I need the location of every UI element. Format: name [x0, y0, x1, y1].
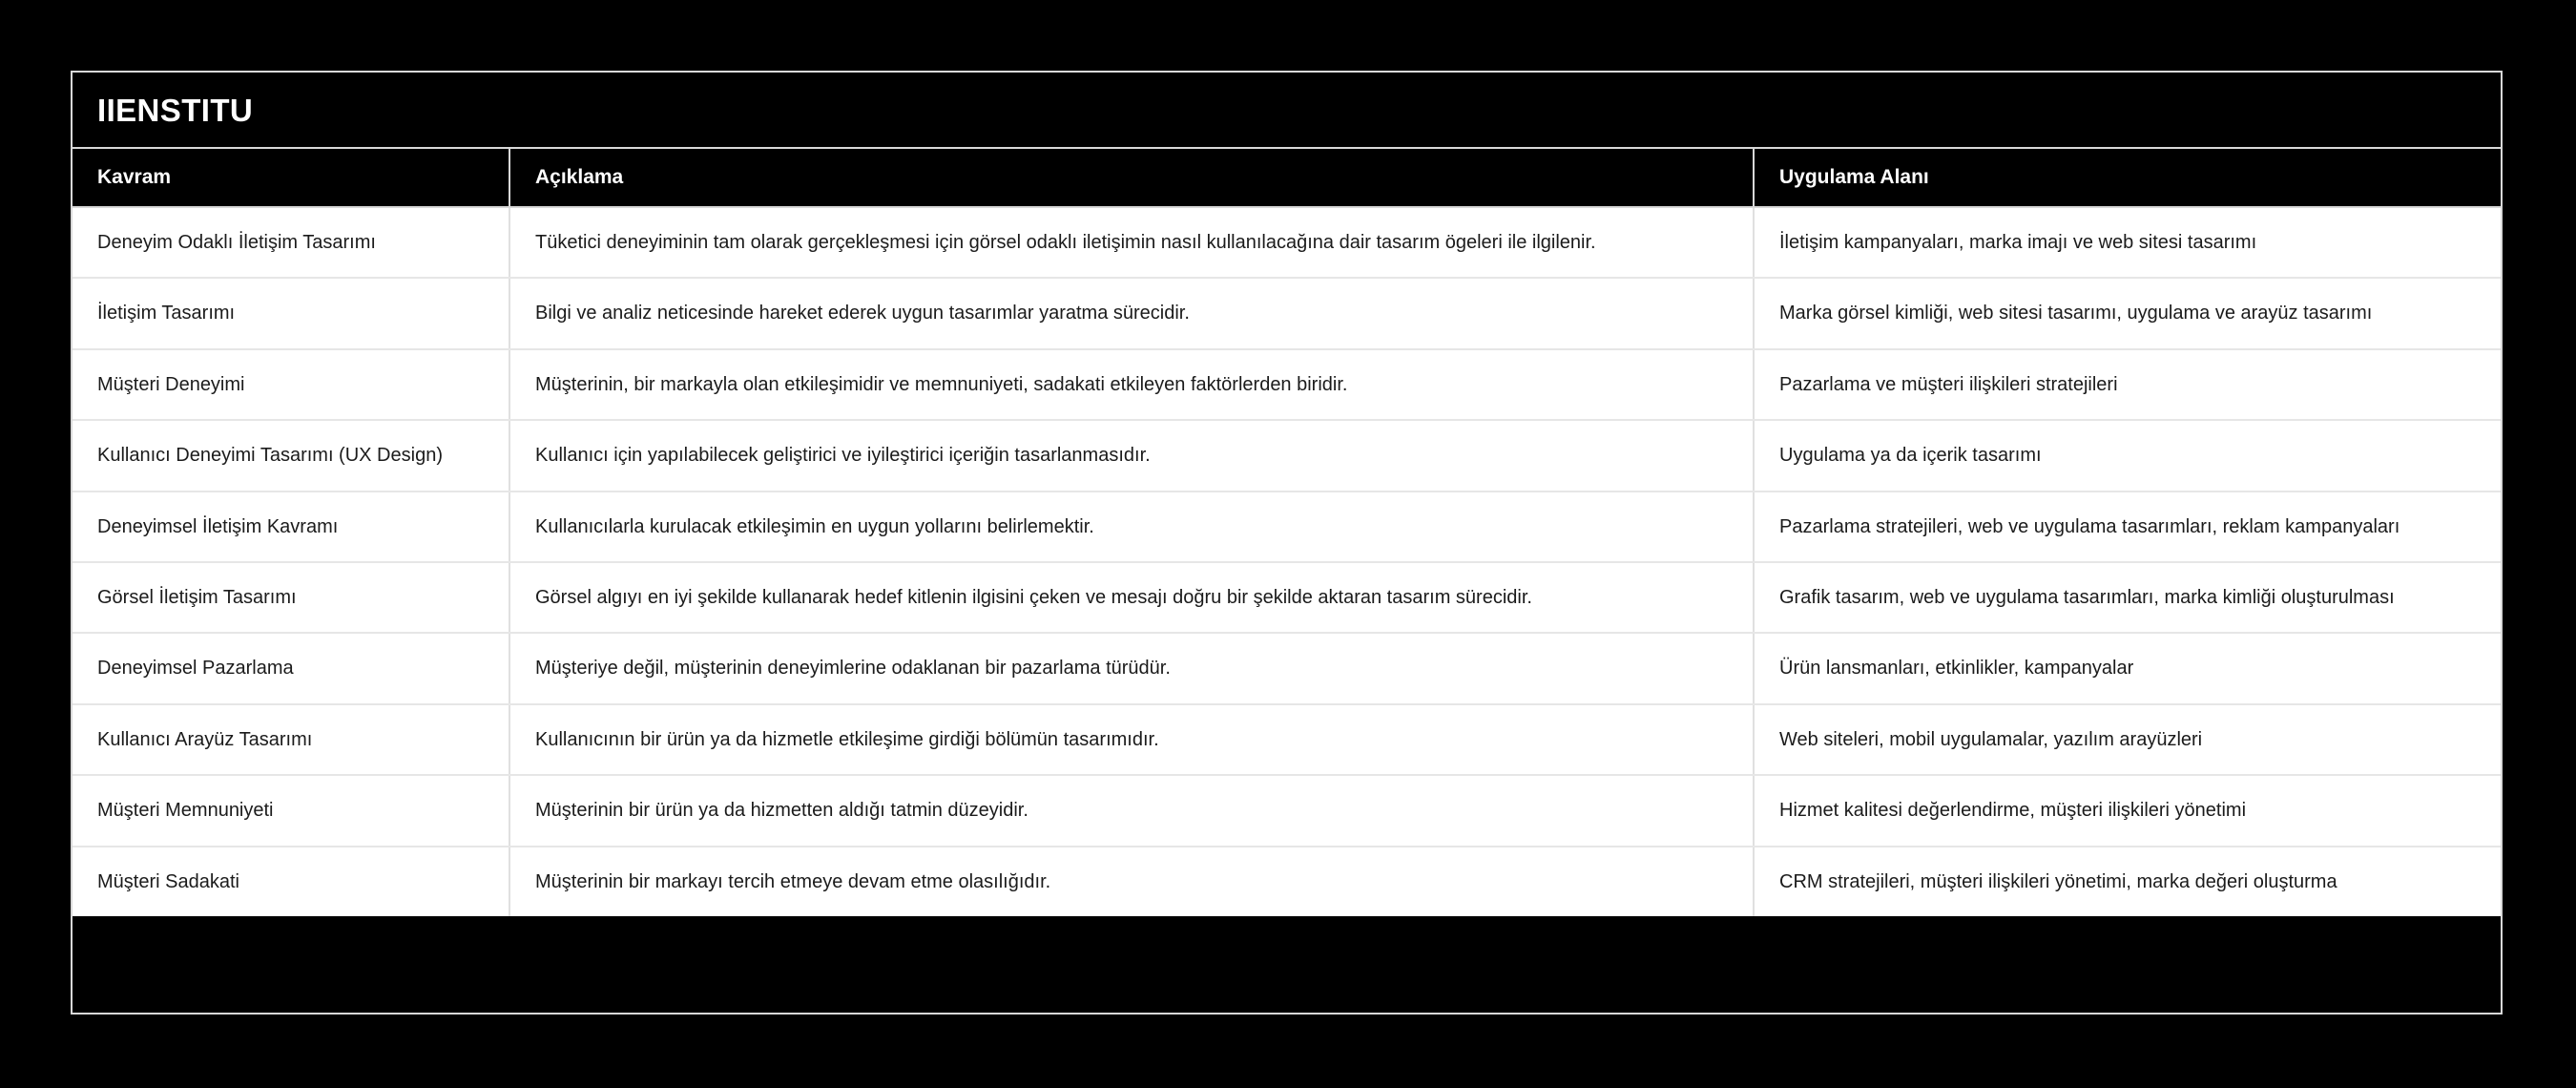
table-row	[73, 847, 2501, 916]
cell-aciklama-text: Kullanıcının bir ürün ya da hizmetle etkileşime girdiği bölümün tasarımıdır.	[535, 728, 1159, 750]
cell-kavram	[73, 208, 509, 277]
column-header-aciklama: Açıklama	[509, 149, 1753, 206]
cell-kavram	[73, 563, 509, 632]
table-row	[73, 492, 2501, 563]
cell-kavram-text: Deneyim Odaklı İletişim Tasarımı	[97, 232, 376, 253]
cell-uygulama-alani-text: Hizmet kalitesi değerlendirme, müşteri ilişkileri yönetimi	[1779, 800, 2247, 822]
cell-uygulama-alani	[1753, 492, 2501, 561]
table-header-row	[73, 149, 2501, 208]
cell-kavram	[73, 776, 509, 845]
cell-uygulama-alani	[1753, 705, 2501, 774]
table-row	[73, 350, 2501, 421]
cell-aciklama-text: Müşterinin, bir markayla olan etkileşimidir ve memnuniyeti, sadakati etkileyen faktörlerden biridir.	[535, 373, 1348, 395]
cell-aciklama-text: Tüketici deneyiminin tam olarak gerçekleşmesi için görsel odaklı iletişimin nasıl kullanılacağına dair tasarım ögeleri ile ilgilenir.	[535, 232, 1596, 253]
table-row	[73, 563, 2501, 634]
cell-uygulama-alani	[1753, 776, 2501, 845]
cell-aciklama	[509, 279, 1753, 347]
cell-uygulama-alani	[1753, 279, 2501, 347]
cell-aciklama-text: Müşterinin bir markayı tercih etmeye devam etme olasılığıdır.	[535, 870, 1051, 892]
concepts-table	[71, 71, 2503, 1015]
cell-uygulama-alani-text: CRM stratejileri, müşteri ilişkileri yönetimi, marka değeri oluşturma	[1779, 870, 2337, 892]
cell-uygulama-alani	[1753, 563, 2501, 632]
table-row	[73, 776, 2501, 847]
cell-kavram	[73, 705, 509, 774]
cell-aciklama	[509, 563, 1753, 632]
cell-aciklama-text: Bilgi ve analiz neticesinde hareket ederek uygun tasarımlar yaratma sürecidir.	[535, 303, 1190, 324]
cell-kavram-text: Müşteri Deneyimi	[97, 373, 245, 395]
cell-uygulama-alani-text: Grafik tasarım, web ve uygulama tasarımları, marka kimliği oluşturulması	[1779, 586, 2395, 608]
cell-kavram-text: Deneyimsel Pazarlama	[97, 658, 294, 680]
cell-aciklama-text: Görsel algıyı en iyi şekilde kullanarak hedef kitlenin ilgisini çeken ve mesajı doğru bir şekilde aktaran tasarım sürecidir.	[535, 586, 1532, 608]
cell-kavram-text: Müşteri Sadakati	[97, 870, 239, 892]
cell-aciklama-text: Müşterinin bir ürün ya da hizmetten aldığı tatmin düzeyidir.	[535, 800, 1028, 822]
cell-aciklama	[509, 705, 1753, 774]
cell-aciklama	[509, 421, 1753, 490]
table-row	[73, 421, 2501, 492]
cell-kavram	[73, 634, 509, 702]
cell-uygulama-alani	[1753, 847, 2501, 916]
cell-kavram	[73, 847, 509, 916]
cell-uygulama-alani-text: Uygulama ya da içerik tasarımı	[1779, 445, 2042, 467]
brand-header	[73, 73, 2501, 149]
cell-aciklama	[509, 776, 1753, 845]
cell-aciklama	[509, 350, 1753, 419]
cell-aciklama	[509, 492, 1753, 561]
cell-aciklama	[509, 634, 1753, 702]
cell-kavram-text: Kullanıcı Arayüz Tasarımı	[97, 728, 313, 750]
cell-aciklama	[509, 208, 1753, 277]
cell-kavram-text: İletişim Tasarımı	[97, 303, 236, 324]
cell-uygulama-alani	[1753, 208, 2501, 277]
table-row	[73, 705, 2501, 776]
cell-kavram-text: Kullanıcı Deneyimi Tasarımı (UX Design)	[97, 445, 443, 467]
table-row	[73, 208, 2501, 279]
cell-uygulama-alani	[1753, 634, 2501, 702]
cell-aciklama-text: Müşteriye değil, müşterinin deneyimlerine odaklanan bir pazarlama türüdür.	[535, 658, 1171, 680]
cell-uygulama-alani-text: Ürün lansmanları, etkinlikler, kampanyalar	[1779, 658, 2134, 680]
cell-kavram-text: Görsel İletişim Tasarımı	[97, 586, 297, 608]
cell-uygulama-alani	[1753, 350, 2501, 419]
cell-uygulama-alani-text: Web siteleri, mobil uygulamalar, yazılım arayüzleri	[1779, 728, 2203, 750]
table-row	[73, 279, 2501, 349]
cell-uygulama-alani-text: Pazarlama stratejileri, web ve uygulama tasarımları, reklam kampanyaları	[1779, 515, 2400, 537]
cell-aciklama-text: Kullanıcı için yapılabilecek geliştirici ve iyileştirici içeriğin tasarlanmasıdır.	[535, 445, 1151, 467]
table-row	[73, 634, 2501, 704]
cell-aciklama	[509, 847, 1753, 916]
cell-uygulama-alani-text: Marka görsel kimliği, web sitesi tasarımı, uygulama ve arayüz tasarımı	[1779, 303, 2373, 324]
table-body	[73, 208, 2501, 916]
cell-kavram	[73, 279, 509, 347]
cell-aciklama-text: Kullanıcılarla kurulacak etkileşimin en uygun yollarını belirlemektir.	[535, 515, 1094, 537]
cell-uygulama-alani-text: Pazarlama ve müşteri ilişkileri stratejileri	[1779, 373, 2118, 395]
cell-kavram-text: Deneyimsel İletişim Kavramı	[97, 515, 339, 537]
cell-uygulama-alani-text: İletişim kampanyaları, marka imajı ve web sitesi tasarımı	[1779, 232, 2257, 253]
cell-kavram	[73, 350, 509, 419]
cell-uygulama-alani	[1753, 421, 2501, 490]
cell-kavram	[73, 492, 509, 561]
column-header-uygulama-alani: Uygulama Alanı	[1753, 149, 2501, 206]
column-header-kavram: Kavram	[97, 166, 172, 188]
cell-kavram	[73, 421, 509, 490]
cell-kavram-text: Müşteri Memnuniyeti	[97, 800, 274, 822]
brand-title: IIENSTITU	[97, 92, 254, 128]
